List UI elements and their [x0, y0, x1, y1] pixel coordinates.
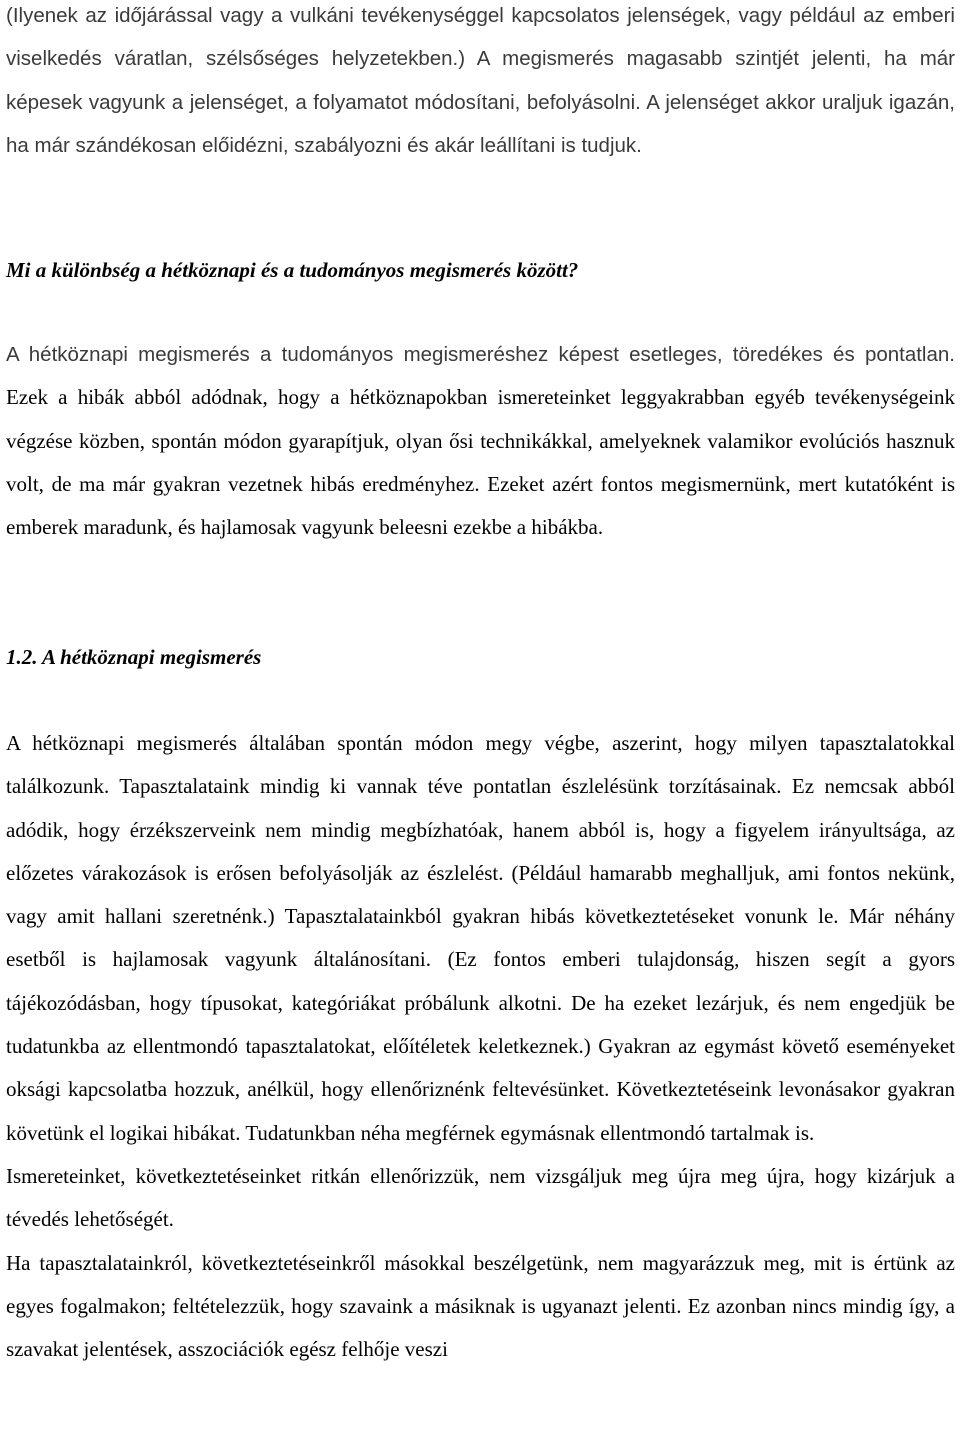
everyday-paragraph-1: A hétköznapi megismerés általában spontán módon megy végbe, aszerint, hogy milyen tapasztalatokkal találkozunk. Tapasztalataink mindig ki vannak téve pontatlan észlelésünk torzításainak. Ez nemcsak abból adódik, hogy érzékszerveink nem mindig megbízhatóak, hanem abból is, hogy a figyelem irányultsága, az előzetes várakozások is erősen befolyásolják az észlelést. (Például hamarabb meghalljuk, ami fontos nekünk, vagy amit hallani szeretnénk.) Tapasztalatainkból gyakran hibás következtetéseket vonunk le. Már néhány esetből is hajlamosak vagyunk általánosítani. (Ez fontos emberi tulajdonság, hiszen segít a gyors tájékozódásban, hogy típusokat, kategóriákat próbálunk alkotni. De ha ezeket lezárjuk, és nem engedjük be tudatunkba az ellentmondó tapasztalatokat, előítéletek keletkeznek.) Gyakran az egymást követő eseményeket oksági kapcsolatba hozzuk, anélkül, hogy ellenőriznénk feltevésünket. Következtetéseink levonásakor gyakran követünk el logikai hibákat. Tudatunkban néha megférnek egymásnak ellentmondó tartalmak is. — [6, 731, 955, 1145]
section-heading: 1.2. A hétköznapi megismerés — [6, 645, 262, 669]
difference-sentence-1: A hétköznapi megismerés a tudományos megismeréshez képest esetleges, töredékes és pontatlan. — [6, 343, 955, 366]
everyday-section-body — [6, 722, 955, 1371]
difference-paragraph — [6, 333, 955, 549]
difference-sentence-rest: Ezek a hibák abból adódnak, hogy a hétköznapokban ismereteinket leggyakrabban egyéb tevékenységeink végzése közben, spontán módon gyarapítjuk, olyan ősi technikákkal, amelyeknek valamikor evolúciós hasznuk volt, de ma már gyakran vezetnek hibás eredményhez. Ezeket azért fontos megismernünk, mert kutatóként is emberek maradunk, és hajlamosak vagyunk beleesni ezekbe a hibákba. — [6, 385, 955, 540]
everyday-paragraph-2: Ismereteinket, következtetéseinket ritkán ellenőrizzük, nem vizsgáljuk meg újra meg újra, hogy kizárjuk a tévedés lehetőségét. — [6, 1163, 955, 1232]
intro-paragraph: (Ilyenek az időjárással vagy a vulkáni tevékenységgel kapcsolatos jelenségek, vagy például az emberi viselkedés váratlan, szélsőséges helyzetekben.) A megismerés magasabb szintjét jelenti, ha már képesek vagyunk a jelenséget, a folyamatot módosítani, befolyásolni. A jelenséget akkor uraljuk igazán, ha már szándékosan előidézni, szabályozni és akár leállítani is tudjuk. — [6, 4, 955, 157]
question-heading: Mi a különbség a hétköznapi és a tudományos megismerés között? — [6, 258, 579, 282]
everyday-paragraph-3: Ha tapasztalatainkról, következtetéseinkről másokkal beszélgetünk, nem magyarázzuk meg, mit is értünk az egyes fogalmakon; feltételezzük, hogy szavaink a másiknak is ugyanazt jelenti. Ez azonban nincs mindig így, a szavakat jelentések, asszociációk egész felhője veszi — [6, 1250, 955, 1362]
